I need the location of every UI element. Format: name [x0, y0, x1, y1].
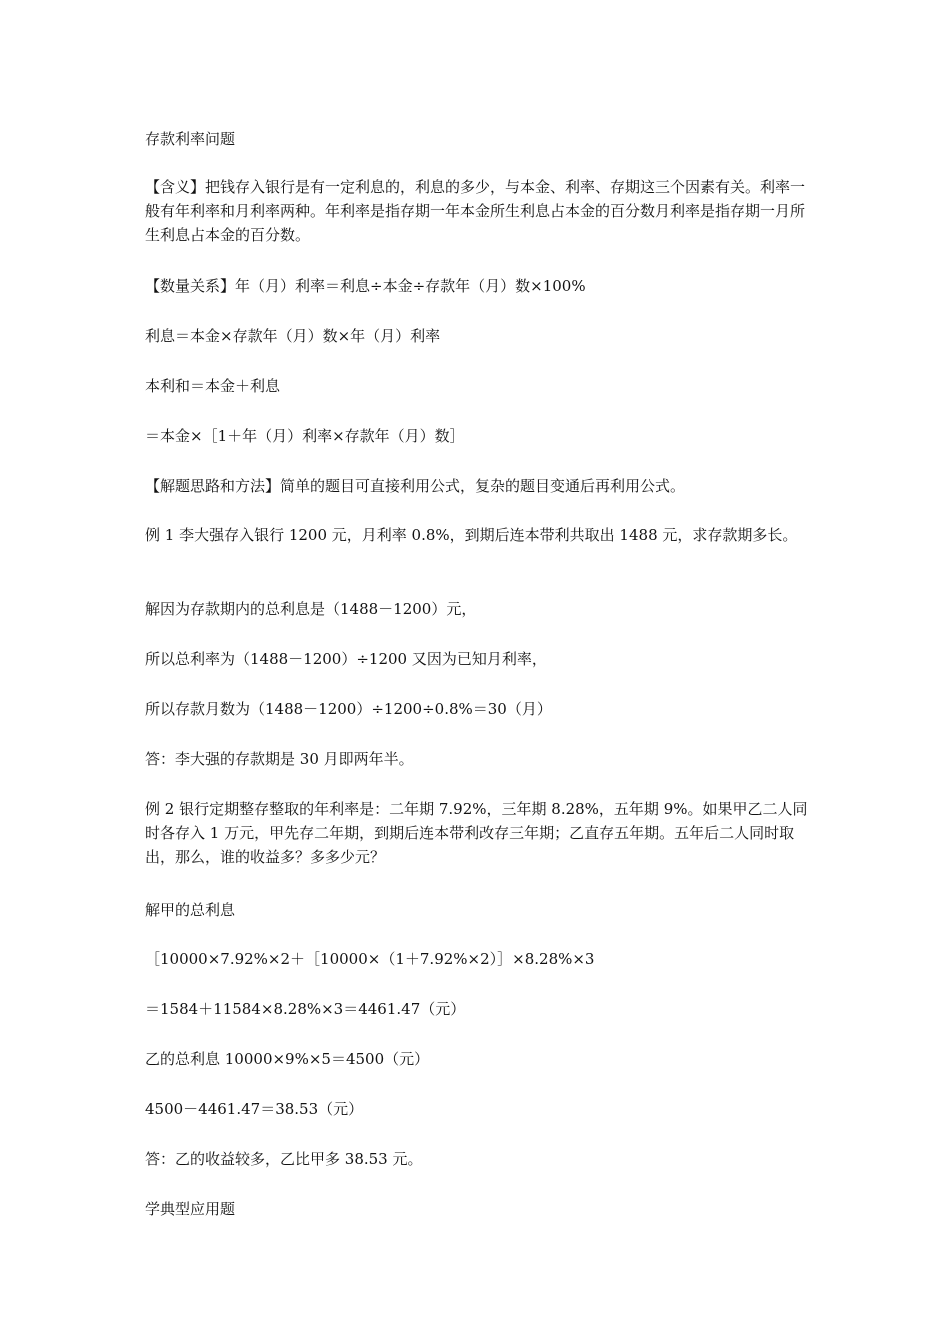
method-paragraph: 【解题思路和方法】简单的题目可直接利用公式，复杂的题目变通后再利用公式。: [145, 477, 686, 495]
definition-paragraph: 【含义】把钱存入银行是有一定利息的，利息的多少，与本金、利率、存期这三个因素有关。利率一般有年利率和月利率两种。年利率是指存期一年本金所生利息占本金的百分数月利率是指存期一月所生利息占本金的百分数。: [145, 178, 806, 244]
example-2-solution-line-4: 乙的总利息 10000×9%×5＝4500（元）: [145, 1050, 430, 1068]
principal-interest-formula: 本利和＝本金＋利息: [145, 377, 281, 395]
example-1-solution-line-2: 所以总利率为（1488－1200）÷1200 又因为已知月利率，: [145, 650, 547, 668]
example-2-solution-line-3: ＝1584＋11584×8.28%×3＝4461.47（元）: [145, 1000, 466, 1018]
example-2-solution-line-5: 4500－4461.47＝38.53（元）: [145, 1100, 364, 1118]
example-2-answer: 答：乙的收益较多，乙比甲多 38.53 元。: [145, 1150, 423, 1168]
section-heading: 学典型应用题: [145, 1200, 236, 1218]
quantity-relation-paragraph: 【数量关系】年（月）利率＝利息÷本金÷存款年（月）数×100%: [145, 277, 586, 295]
document-title: 存款利率问题: [145, 130, 236, 148]
interest-formula: 利息＝本金×存款年（月）数×年（月）利率: [145, 327, 441, 345]
example-1-solution-line-1: 解因为存款期内的总利息是（1488－1200）元，: [145, 600, 477, 618]
example-2-solution-line-1: 解甲的总利息: [145, 901, 236, 919]
example-1-solution-line-3: 所以存款月数为（1488－1200）÷1200÷0.8%＝30（月）: [145, 700, 552, 718]
example-1-answer: 答：李大强的存款期是 30 月即两年半。: [145, 750, 414, 768]
example-2-solution-line-2: ［10000×7.92%×2＋［10000×（1＋7.92%×2）］×8.28%×3: [145, 950, 595, 968]
example-2-question: 例 2 银行定期整存整取的年利率是：二年期 7.92%，三年期 8.28%，五年期 9%。如果甲乙二人同时各存入 1 万元，甲先存二年期，到期后连本带利改存三年期；乙直存五年期。五年后二人同时取出，那么，谁的收益多？多多少元？: [145, 800, 808, 866]
example-1-question: 例 1 李大强存入银行 1200 元，月利率 0.8%，到期后连本带利共取出 1488 元，求存款期多长。: [145, 526, 798, 544]
principal-interest-expanded: ＝本金×［1＋年（月）利率×存款年（月）数］: [145, 427, 465, 445]
